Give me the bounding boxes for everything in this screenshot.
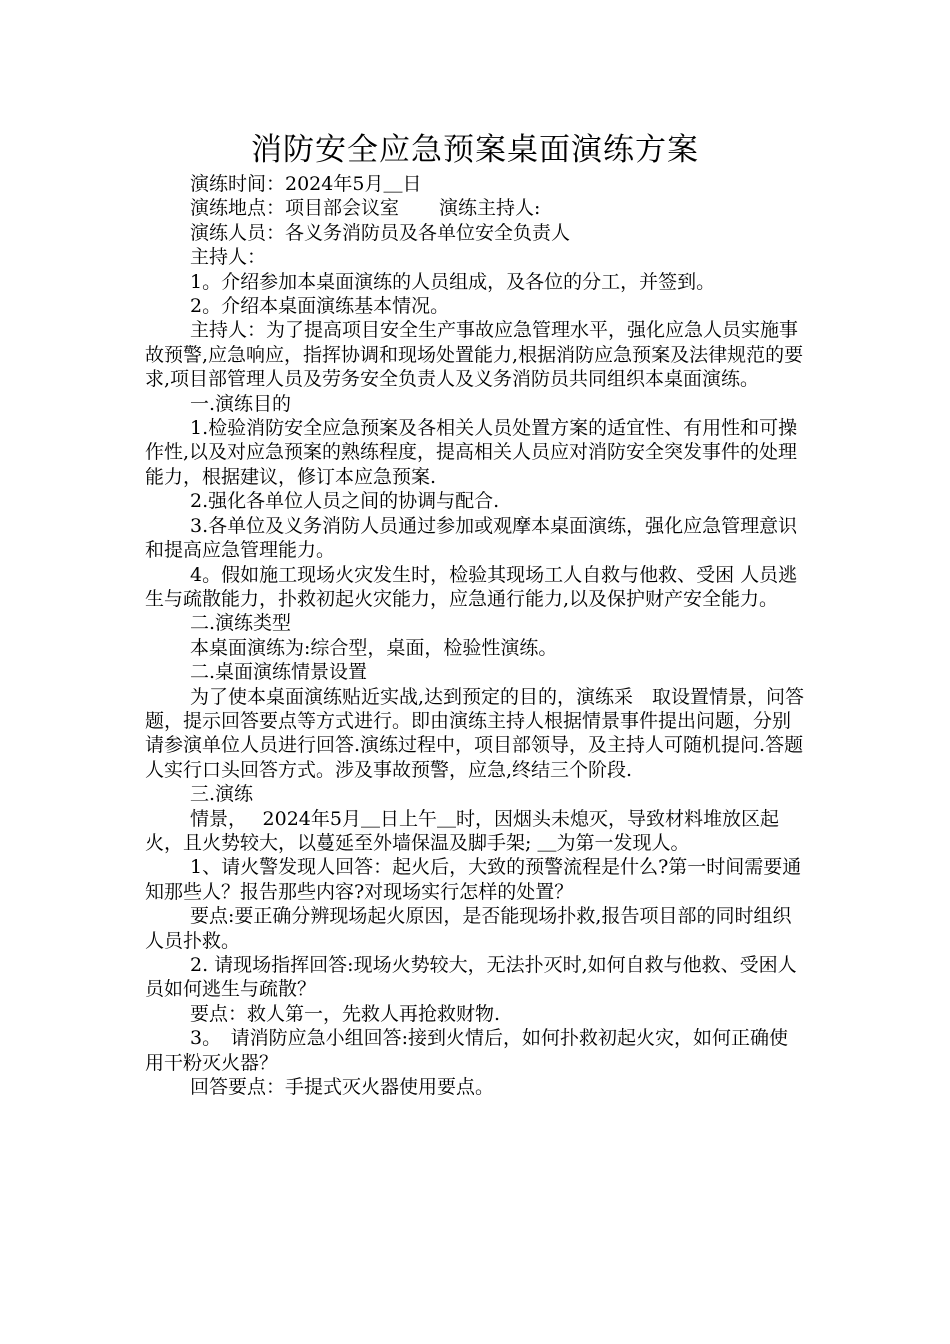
purpose-item-4: 4。假如施工现场火灾发生时，检验其现场工人自救与他救、受困 人员逃生与疏散能力，扑救初起火灾能力，应急通行能力,以及保护财产安全能力。 [145,563,798,610]
question-3: 3。 请消防应急小组回答:接到火情后，如何扑救初起火灾，如何正确使用干粉灭火器？ [145,1027,788,1074]
section-heading-scenario: 二.桌面演练情景设置 [190,661,368,684]
answer-point-2: 要点：救人第一，先救人再抢救财物. [190,1002,501,1025]
answer-point-1: 要点:要正确分辨现场起火原因，是否能现场扑救,报告项目部的同时组织人员扑救。 [145,905,792,952]
section-heading-drill: 三.演练 [190,783,254,806]
paragraph-step-2: 2。介绍本桌面演练基本情况。 [190,295,450,318]
drill-location-host-line [145,196,805,220]
drill-type-text: 本桌面演练为:综合型，桌面，检验性演练。 [190,636,558,659]
drill-host: 演练主持人: [439,197,541,220]
paragraph-host-label: 主持人： [190,246,267,269]
paragraph-host-intro: 主持人：为了提高项目安全生产事故应急管理水平，强化应急人员实施事故预警,应急响应，指挥协调和现场处置能力,根据消防应急预案及法律规范的要求,项目部管理人员及劳务安全负责人及义务消防员共同组织本桌面演练。 [145,319,804,391]
section-heading-type: 二.演练类型 [190,612,292,635]
purpose-item-3: 3.各单位及义务消防人员通过参加或观摩本桌面演练，强化应急管理意识和提高应急管理能力。 [145,514,798,562]
document-body [145,172,805,1099]
drill-time: 演练时间：2024年5月＿日 [190,173,422,195]
document-title: 消防安全应急预案桌面演练方案 [251,132,699,168]
drill-personnel: 演练人员：各义务消防员及各单位安全负责人 [190,221,571,244]
question-2: 2. 请现场指挥回答:现场火势较大，无法扑灭时,如何自救与他救、受困人员如何逃生与疏散？ [145,954,797,1001]
answer-point-3: 回答要点：手提式灭火器使用要点。 [190,1076,495,1099]
question-1: 1、请火警发现人回答：起火后，大致的预警流程是什么?第一时间需要通知那些人？报告那些内容?对现场实行怎样的处置？ [145,856,802,903]
scenario-setup-text: 为了使本桌面演练贴近实战,达到预定的目的，演练采 取设置情景，问答题，提示回答要点等方式进行。即由演练主持人根据情景事件提出问题，分别请参演单位人员进行回答.演练过程中，项目部领导，及主持人可随机提问.答题人实行口头回答方式。涉及事故预警，应急,终结三个阶段. [145,685,805,781]
scenario-description: 情景， 2024年5月＿日上午＿时，因烟头未熄灭，导致材料堆放区起火，且火势较大，以蔓延至外墙保温及脚手架; ＿为第一发现人。 [145,807,779,854]
section-heading-purpose: 一.演练目的 [190,392,292,415]
drill-location: 演练地点：项目部会议室 [190,197,400,220]
purpose-item-2: 2.强化各单位人员之间的协调与配合. [190,490,500,513]
purpose-item-1: 1.检验消防安全应急预案及各相关人员处置方案的适宜性、有用性和可操作性,以及对应急预案的熟练程度，提高相关人员应对消防安全突发事件的处理能力，根据建议，修订本应急预案. [145,417,798,488]
paragraph-step-1: 1。介绍参加本桌面演练的人员组成，及各位的分工，并签到。 [190,270,716,293]
